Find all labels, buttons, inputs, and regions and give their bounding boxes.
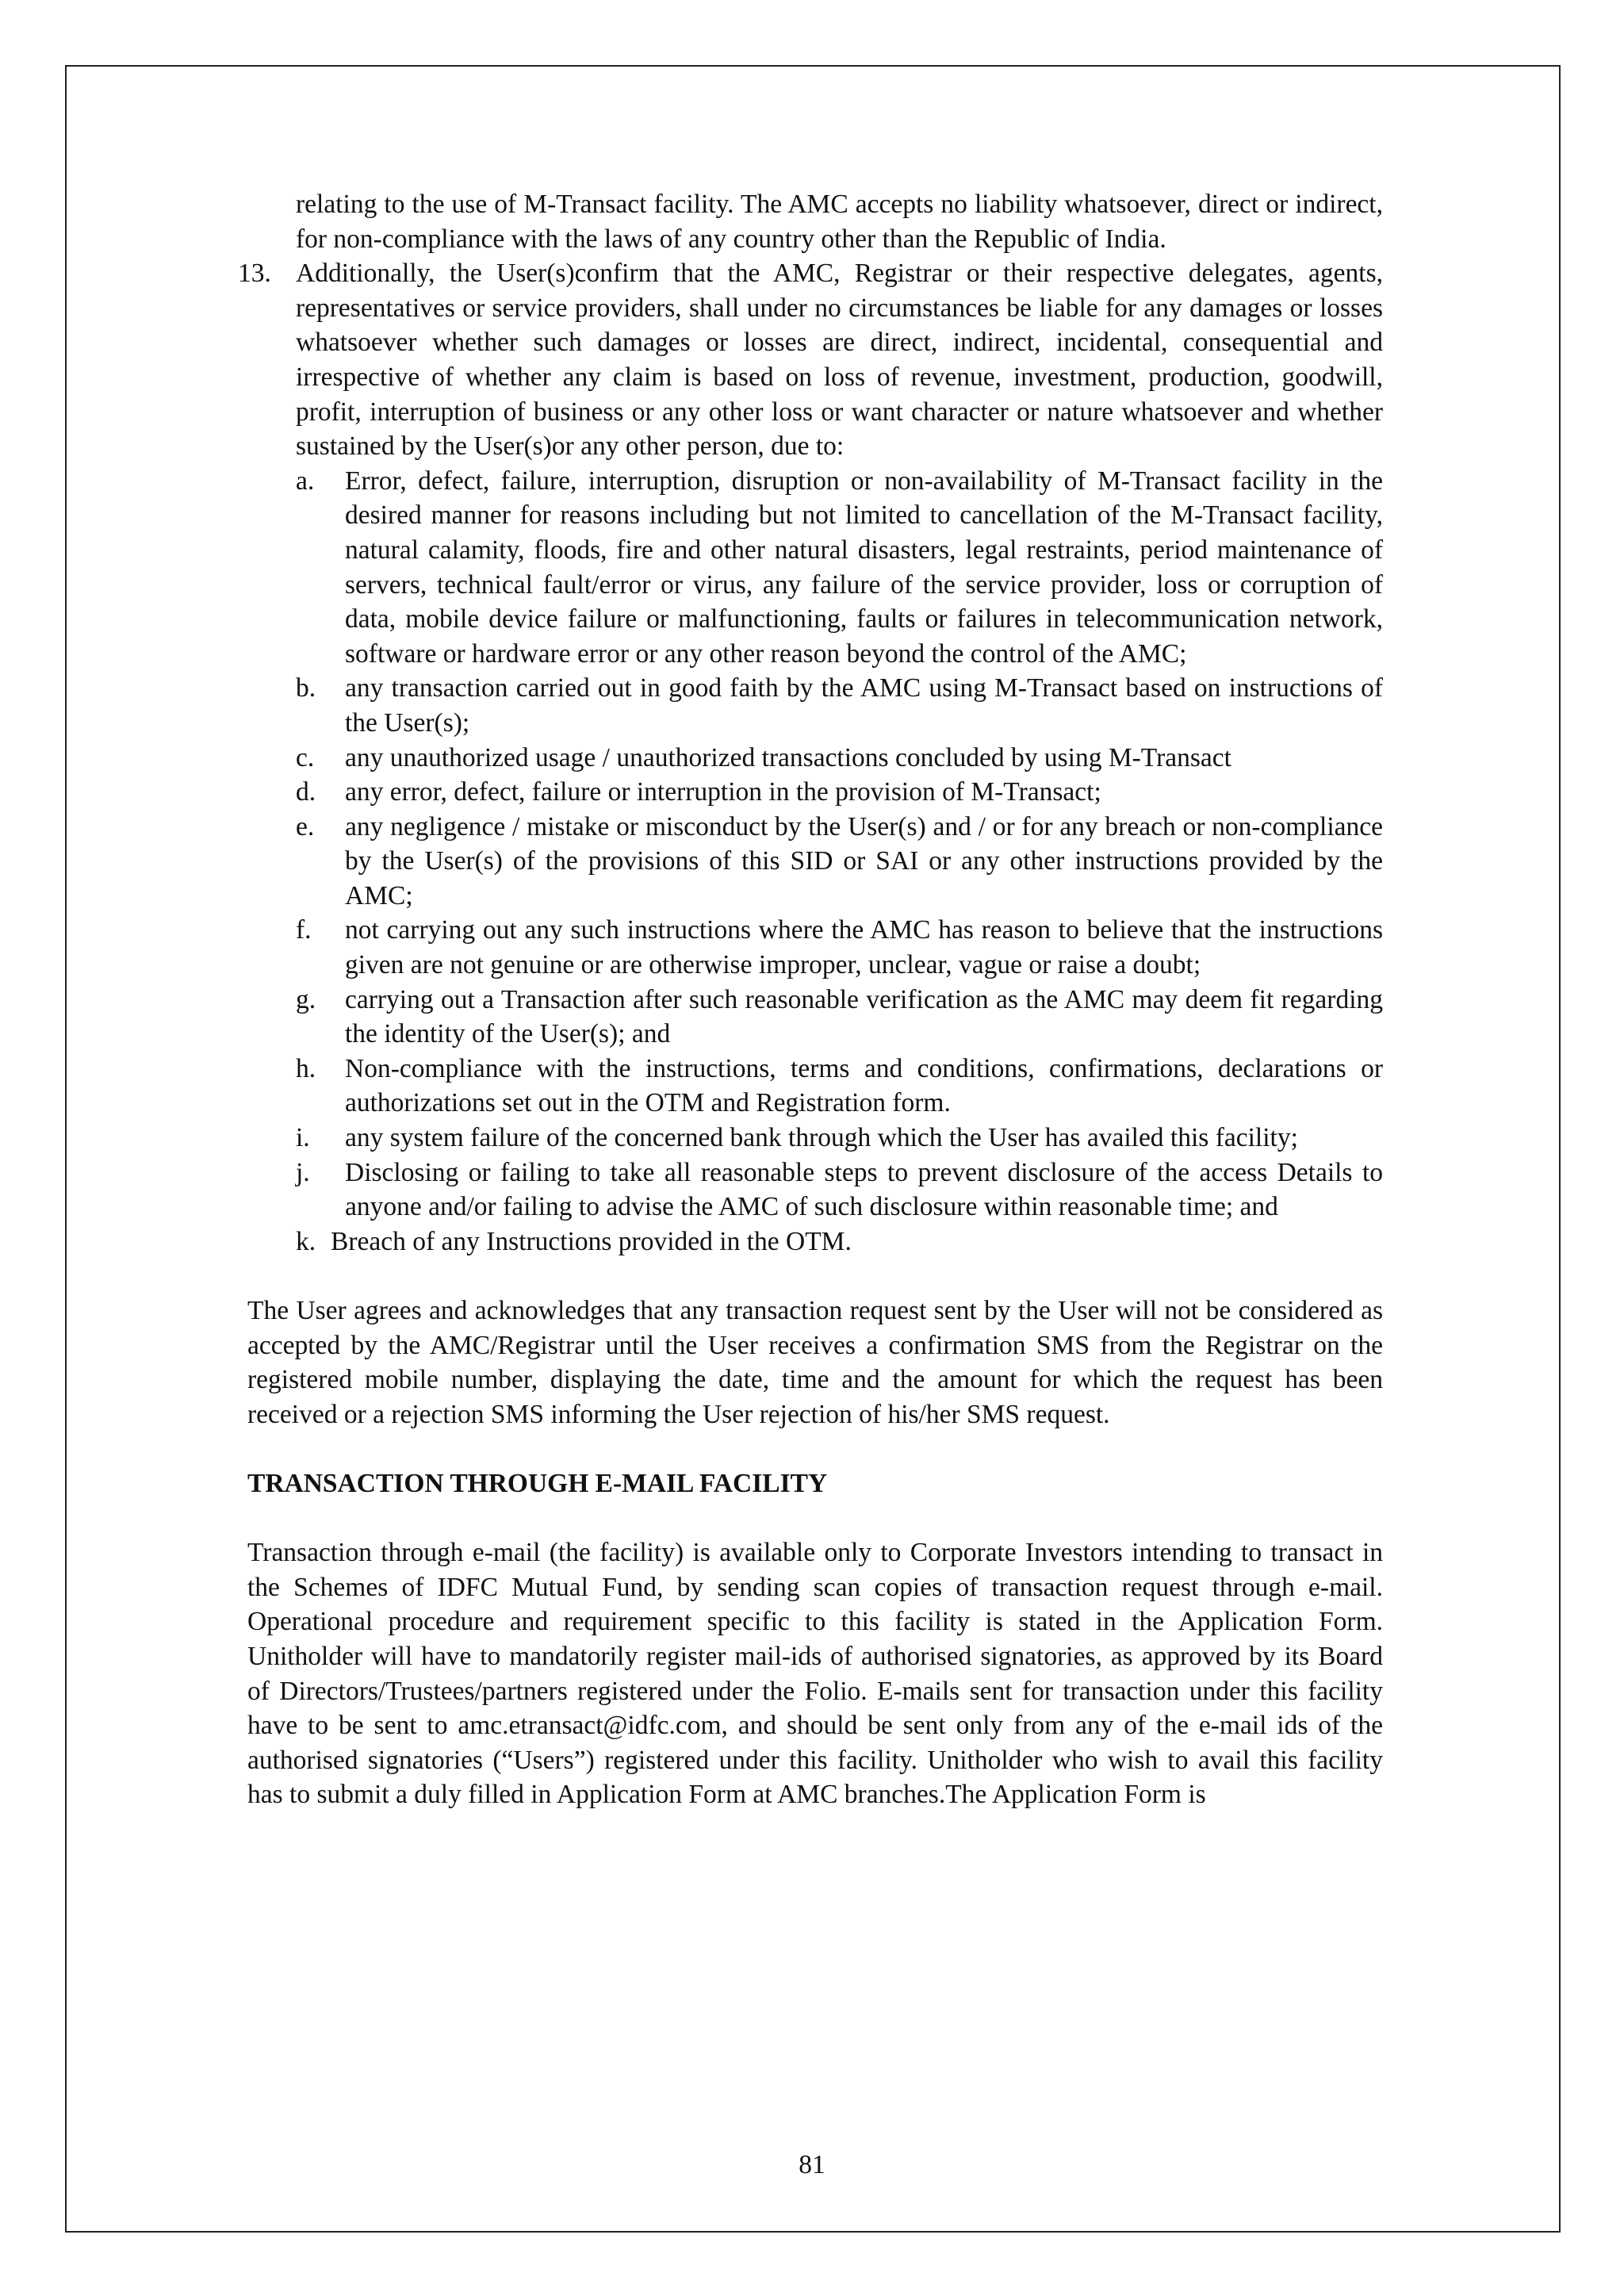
subitem-h (247, 1052, 1383, 1121)
subitem-label: j. (296, 1157, 310, 1187)
subitem-label: b. (296, 673, 316, 703)
subitem-label: i. (296, 1123, 310, 1153)
subitem-text: any negligence / mistake or misconduct by the User(s) and / or for any breach or non-compliance by the User(s) of the provisions of this SID or SAI or any other instructions provided by the AMC; (345, 811, 1383, 910)
subitem-label: d. (296, 777, 316, 807)
subitem-label: k. (296, 1226, 316, 1256)
subitem-label: f. (296, 915, 312, 945)
clause-13-subitems (247, 464, 1383, 1259)
subitem-text: carrying out a Transaction after such reasonable verification as the AMC may deem fit regarding the identity of the User(s); and (345, 984, 1383, 1049)
clause-13-number: 13. (238, 259, 271, 289)
subitem-text: Error, defect, failure, interruption, disruption or non-availability of M-Transact facility in the desired manner for reasons including but not limited to cancellation of the M-Transact facility, natural calamity, floods, fire and other natural disasters, legal restraints, period maintenance of servers, technical fault/error or virus, any failure of the service provider, loss or corruption of data, mobile device failure or malfunctioning, faults or failures in telecommunication network, software or hardware error or any other reason beyond the control of the AMC; (345, 466, 1383, 669)
acknowledgement-paragraph: The User agrees and acknowledges that any transaction request sent by the User will not be considered as accepted by the AMC/Registrar until the User receives a confirmation SMS from the Registrar on the registered mobile number, displaying the date, time and the amount for which the request has been received or a rejection SMS informing the User rejection of his/her SMS request. (247, 1296, 1383, 1429)
continued-paragraph: relating to the use of M-Transact facility. The AMC accepts no liability whatsoever, direct or indirect, for non-compliance with the laws of any country other than the Republic of India. (296, 190, 1383, 254)
subitem-k (247, 1225, 1383, 1259)
subitem-a (247, 464, 1383, 672)
subitem-label: g. (296, 984, 316, 1014)
section-heading: TRANSACTION THROUGH E-MAIL FACILITY (247, 1468, 828, 1498)
subitem-g (247, 983, 1383, 1052)
subitem-j (247, 1156, 1383, 1225)
subitem-e (247, 810, 1383, 914)
clause-13 (238, 256, 1383, 464)
subitem-text: Breach of any Instructions provided in the OTM. (331, 1226, 852, 1256)
subitem-text: any error, defect, failure or interruption in the provision of M-Transact; (345, 777, 1101, 807)
subitem-text: Disclosing or failing to take all reasonable steps to prevent disclosure of the access Details to anyone and/or failing to advise the AMC of such disclosure within reasonable time; and (345, 1157, 1383, 1222)
subitem-b (247, 671, 1383, 740)
subitem-label: a. (296, 466, 315, 496)
spacer (247, 1259, 1383, 1294)
spacer (247, 1501, 1383, 1536)
subitem-c (247, 741, 1383, 776)
subitem-f (247, 913, 1383, 982)
subitem-i (247, 1121, 1383, 1156)
subitem-label: c. (296, 742, 315, 772)
page-number: 81 (799, 2150, 825, 2179)
subitem-text: any system failure of the concerned bank through which the User has availed this facility; (345, 1123, 1298, 1153)
subitem-text: any unauthorized usage / unauthorized transactions concluded by using M-Transact (345, 742, 1231, 772)
subitem-text: not carrying out any such instructions where the AMC has reason to believe that the instructions given are not genuine or are otherwise improper, unclear, vague or raise a doubt; (345, 915, 1383, 980)
subitem-text: Non-compliance with the instructions, terms and conditions, confirmations, declarations or authorizations set out in the OTM and Registration form. (345, 1053, 1383, 1118)
subitem-d (247, 775, 1383, 810)
subitem-text: any transaction carried out in good faith by the AMC using M-Transact based on instructions of the User(s); (345, 673, 1383, 738)
email-facility-paragraph: Transaction through e-mail (the facility) is available only to Corporate Investors intending to transact in the Schemes of IDFC Mutual Fund, by sending scan copies of transaction request through e-mail. Operational procedure and requirement specific to this facility is stated in the Application Form. Unitholder will have to mandatorily register mail-ids of authorised signatories, as approved by its Board of Directors/Trustees/partners registered under the Folio. E-mails sent for transaction under this facility have to be sent to amc.etransact@idfc.com, and should be sent only from any of the e-mail ids of the authorised signatories (“Users”) registered under this facility. Unitholder who wish to avail this facility has to submit a duly filled in Application Form at AMC branches.The Application Form is (247, 1538, 1383, 1810)
spacer (247, 1432, 1383, 1466)
subitem-label: h. (296, 1053, 316, 1083)
clause-13-text: Additionally, the User(s)confirm that the AMC, Registrar or their respective delegates, agents, representatives or service providers, shall under no circumstances be liable for any damages or losses whatsoever whether such damages or losses are direct, indirect, incidental, consequential and irrespective of whether any claim is based on loss of revenue, investment, production, goodwill, profit, interruption of business or any other loss or want character or nature whatsoever and whether sustained by the User(s)or any other person, due to: (296, 259, 1383, 462)
document-body (238, 187, 1383, 1812)
subitem-label: e. (296, 811, 315, 841)
